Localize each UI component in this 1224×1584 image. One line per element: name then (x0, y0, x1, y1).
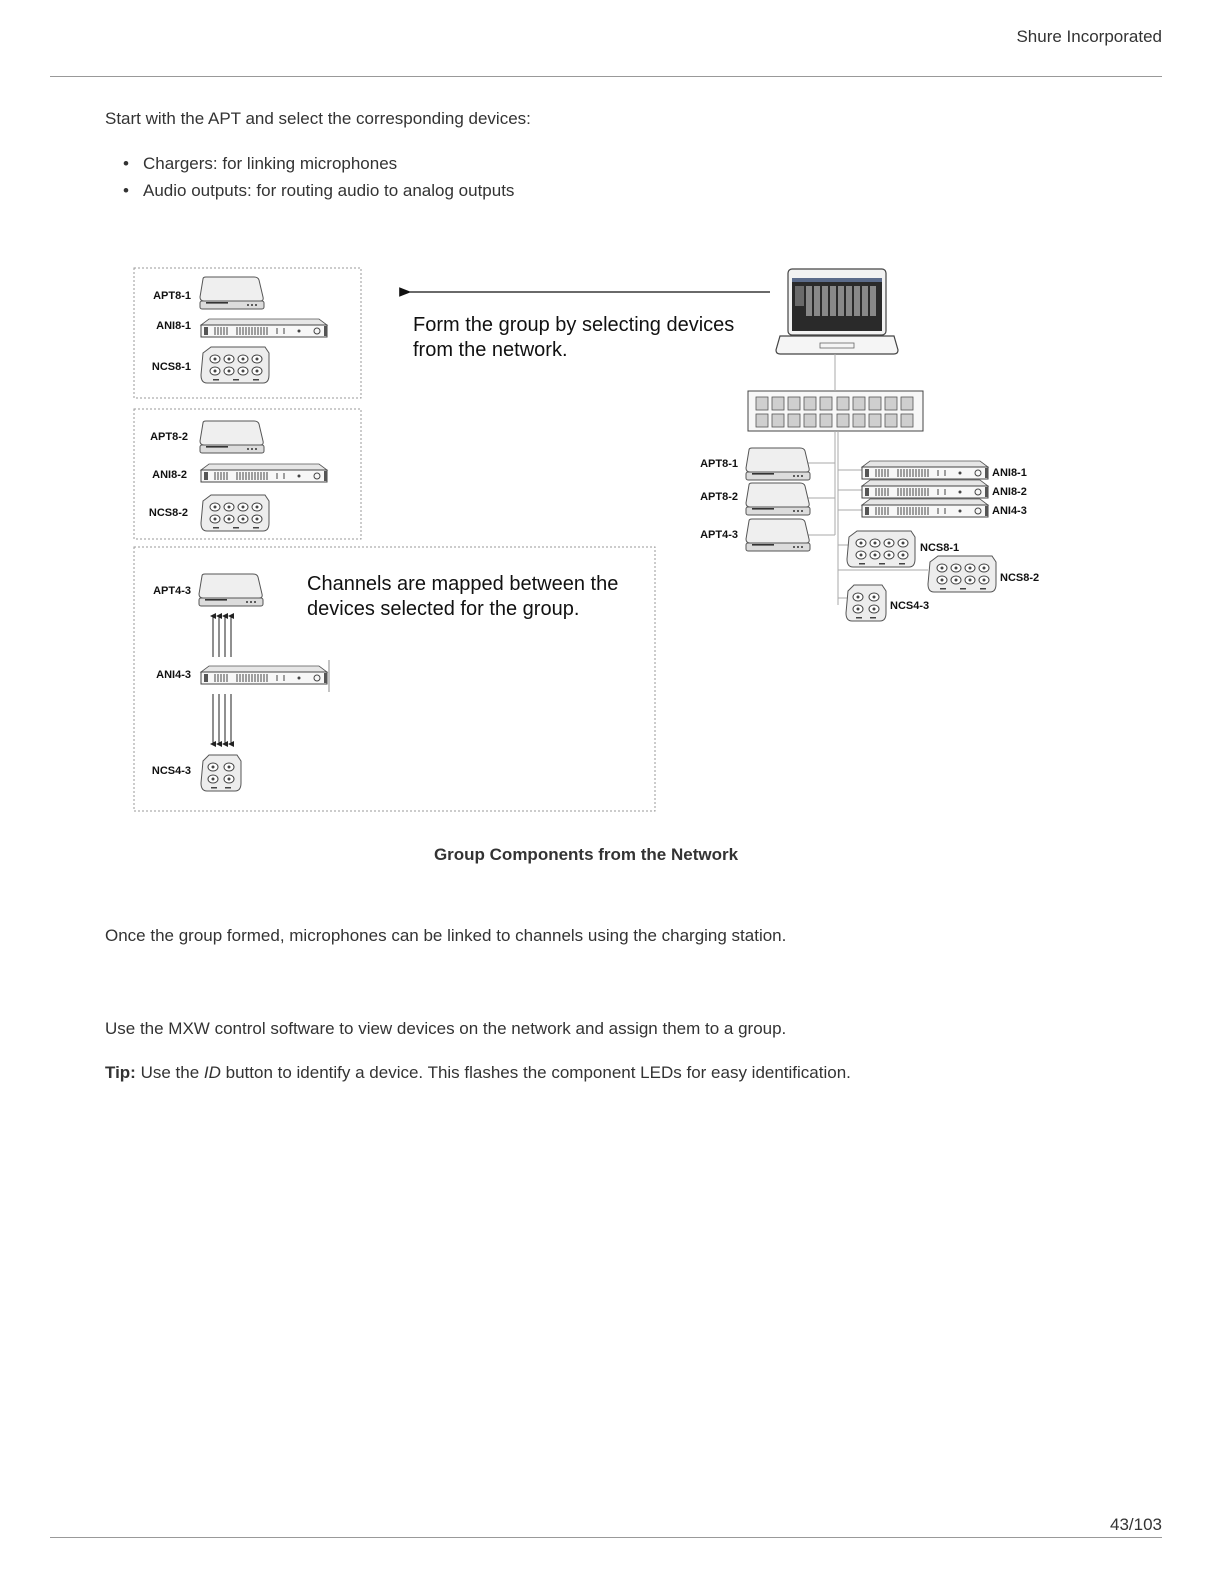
group2-ani-label: ANI8-2 (152, 469, 187, 481)
group1-ani-label: ANI8-1 (156, 320, 191, 332)
network-apt-label: APT8-2 (700, 491, 738, 503)
network-ncs-label: NCS8-2 (1000, 572, 1040, 584)
ncs-device (201, 495, 269, 531)
callout-channels-line1: Channels are mapped between the (307, 573, 619, 595)
tip-label: Tip: (105, 1063, 136, 1082)
network-ani-label: ANI8-2 (992, 486, 1027, 498)
ncs4-device (846, 585, 886, 621)
tip-text-before: Use the (135, 1063, 204, 1082)
ani-device (201, 666, 327, 684)
network-ncs-label: NCS8-1 (920, 542, 960, 554)
laptop-icon (776, 269, 898, 354)
footer-divider (50, 1537, 1162, 1538)
network-ncs-label: NCS4-3 (890, 600, 930, 612)
list-item-text: Audio outputs: for routing audio to analog outputs (143, 181, 515, 200)
bullet-marker: • (123, 154, 129, 173)
group3-ani-label: ANI4-3 (156, 669, 191, 681)
tip-emphasis: ID (203, 1063, 221, 1082)
apt-device (199, 574, 263, 606)
network-ani-label: ANI4-3 (992, 505, 1027, 517)
ani-device (862, 480, 988, 498)
ncs-device (847, 531, 915, 567)
network-ani-label: ANI8-1 (992, 467, 1027, 479)
callout-form-line2: from the network. (413, 339, 568, 361)
figure-caption: Group Components from the Network (433, 845, 739, 864)
ani-device (862, 499, 988, 517)
apt-device (746, 448, 810, 480)
apt-device (746, 483, 810, 515)
network-apt-label: APT8-1 (700, 458, 738, 470)
list-item-text: Chargers: for linking microphones (143, 154, 398, 173)
ncs4-device (201, 755, 241, 791)
group1-apt-label: APT8-1 (153, 290, 191, 302)
tip-paragraph (105, 1063, 851, 1083)
callout-channels-line2: devices selected for the group. (307, 598, 580, 620)
callout-form-line1: Form the group by selecting devices (413, 314, 735, 336)
network-switch-icon (748, 391, 923, 431)
group3-ncs-label: NCS4-3 (151, 765, 191, 777)
bullet-marker: • (123, 181, 129, 200)
group2-apt-label: APT8-2 (150, 431, 188, 443)
header-company: Shure Incorporated (1016, 27, 1162, 46)
group2-ncs-label: NCS8-2 (148, 507, 188, 519)
ani-device (201, 319, 327, 337)
paragraph-mxw-software: Use the MXW control software to view devices on the network and assign them to a group. (105, 1019, 787, 1038)
group1-ncs-label: NCS8-1 (151, 361, 191, 373)
apt-device (200, 421, 264, 453)
network-apt-label: APT4-3 (700, 529, 738, 541)
apt-device (746, 519, 810, 551)
ncs-device (201, 347, 269, 383)
paragraph-group-formed: Once the group formed, microphones can be linked to channels using the charging station. (105, 926, 787, 945)
intro-text: Start with the APT and select the corresponding devices: (105, 109, 531, 128)
tip-text-after: button to identify a device. This flashes the component LEDs for easy identification. (220, 1063, 851, 1082)
apt-device (200, 277, 264, 309)
group3-apt-label: APT4-3 (153, 585, 191, 597)
ncs-device (928, 556, 996, 592)
page-number: 43/103 (1110, 1515, 1162, 1534)
ani-device (862, 461, 988, 479)
ani-device (201, 464, 327, 482)
